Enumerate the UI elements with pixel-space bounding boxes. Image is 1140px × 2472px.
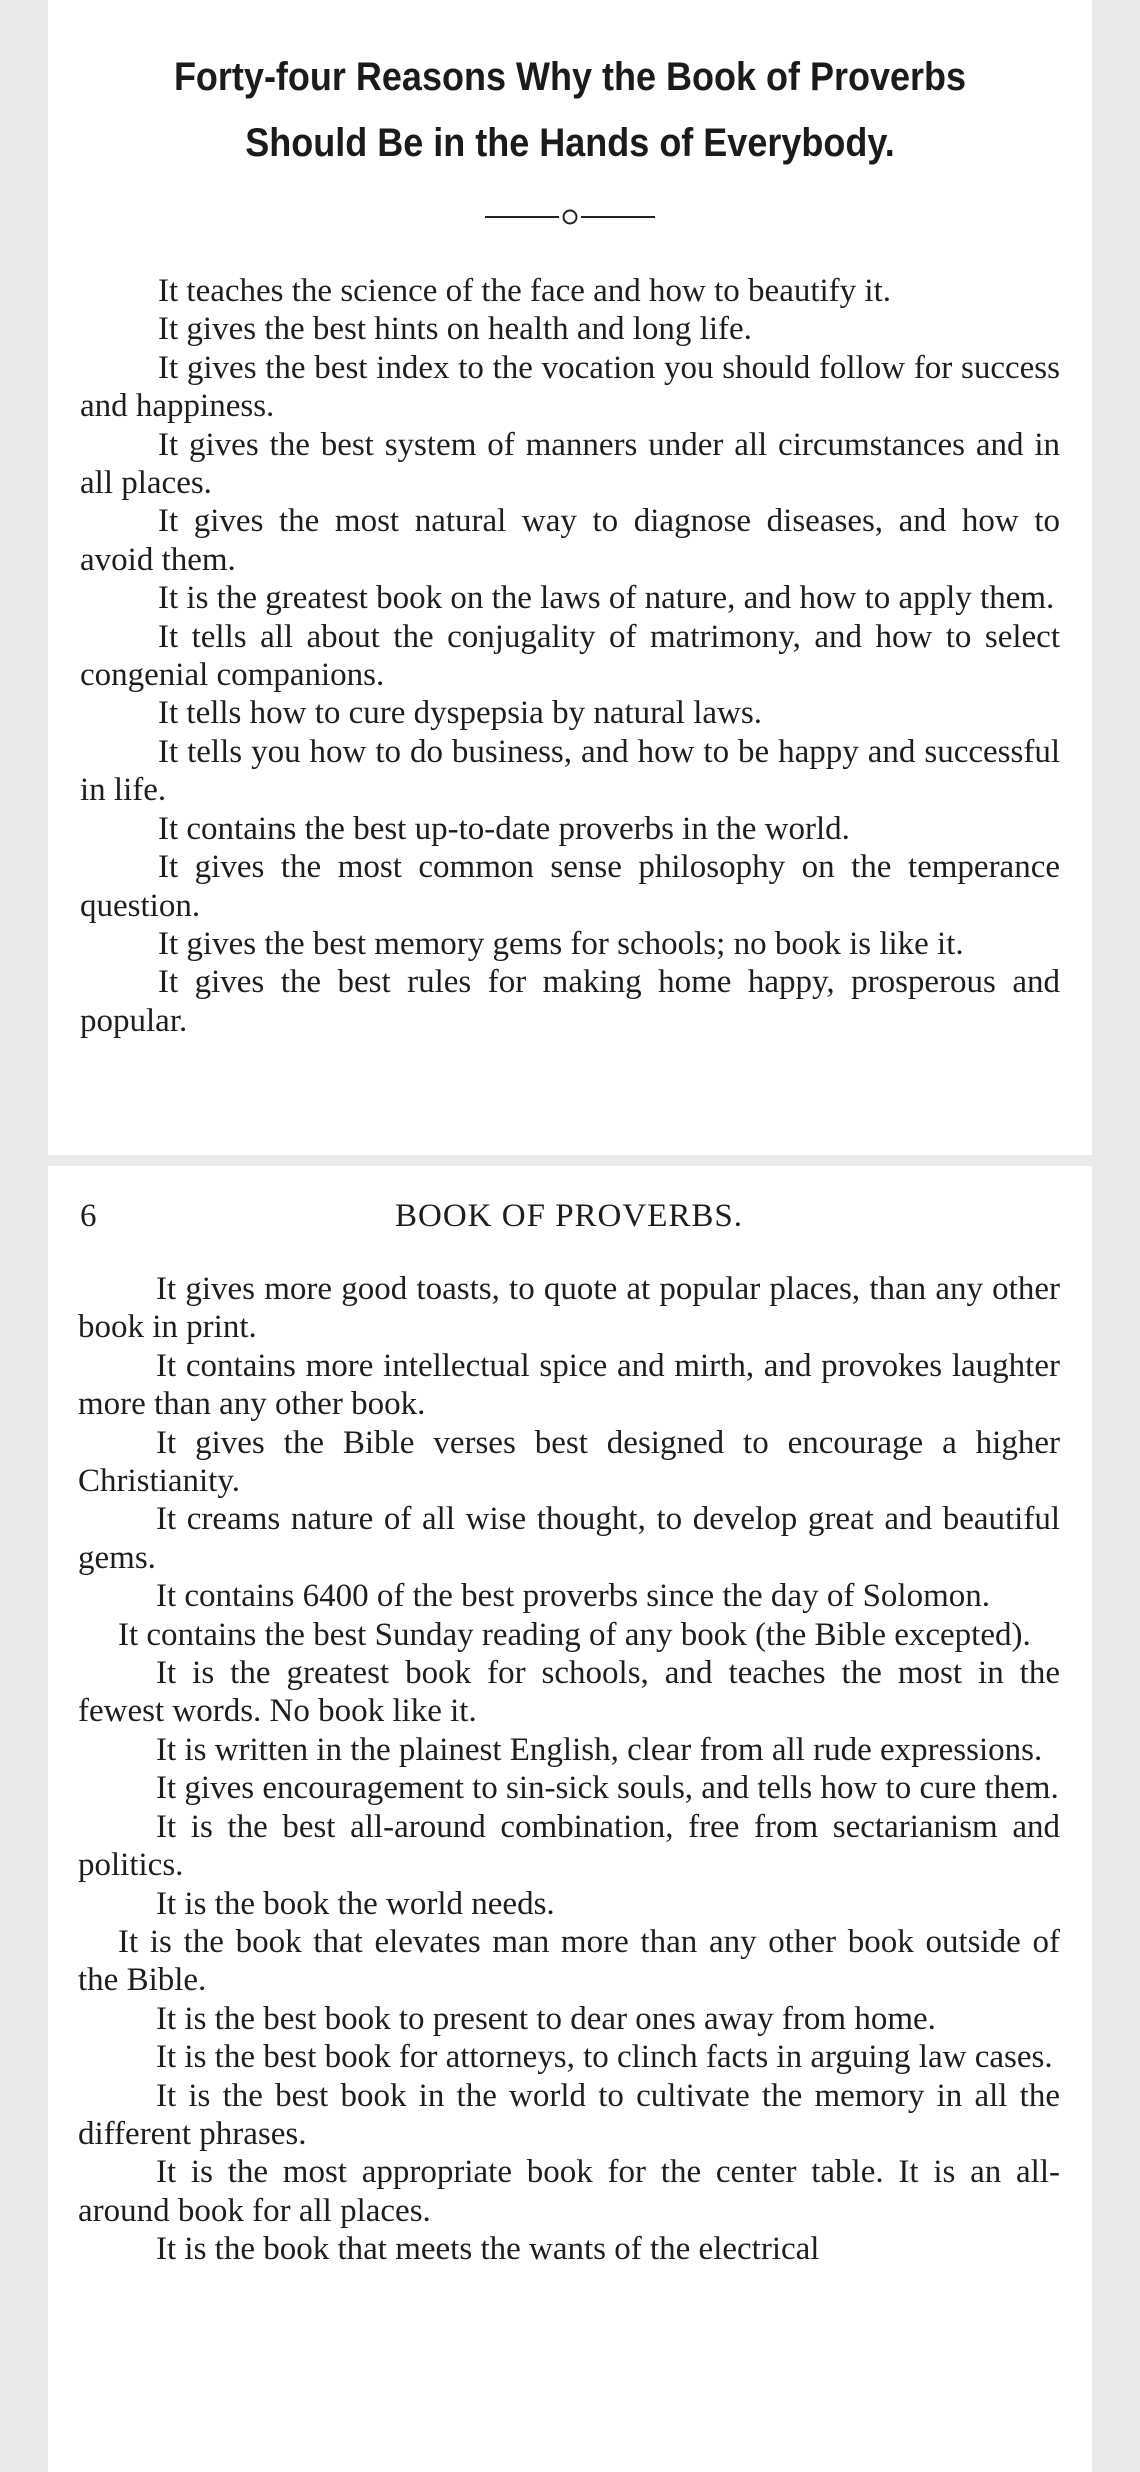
running-title: BOOK OF PROVERBS. xyxy=(395,1198,743,1234)
reason-paragraph: It is the book that meets the wants of the electrical xyxy=(156,2231,820,2268)
reason-paragraph: It is the book the world needs. xyxy=(156,1885,555,1922)
reason-paragraph: It is the greatest book on the laws of nature, and how to apply them. xyxy=(158,580,1055,617)
reason-paragraph: It tells how to cure dyspepsia by natural laws. xyxy=(158,695,762,732)
reason-paragraph: It is written in the plainest English, clear from all rude expressions. xyxy=(156,1731,1043,1768)
reason-paragraph: It is the most appropriate book for the center table. It is an all-around book for all places. xyxy=(78,2154,1060,2229)
reason-paragraph: It gives the best hints on health and long life. xyxy=(158,311,752,348)
page-5 xyxy=(48,0,1092,1155)
title-line-2: Should Be in the Hands of Everybody. xyxy=(245,121,895,165)
reason-paragraph: It gives the best rules for making home happy, prosperous and popular. xyxy=(80,964,1060,1039)
reason-paragraph: It gives encouragement to sin-sick souls, and tells how to cure them. xyxy=(156,1770,1059,1807)
reason-paragraph: It gives the most natural way to diagnose diseases, and how to avoid them. xyxy=(80,503,1060,578)
reason-paragraph: It is the best book for attorneys, to clinch facts in arguing law cases. xyxy=(156,2039,1053,2076)
page-title xyxy=(129,44,1011,176)
page-number: 6 xyxy=(80,1198,97,1234)
reason-paragraph: It gives the most common sense philosophy on the temperance question. xyxy=(80,849,1060,924)
reason-paragraph: It gives the Bible verses best designed to encourage a higher Christianity. xyxy=(78,1424,1060,1500)
reason-paragraph: It is the book that elevates man more than any other book outside of the Bible. xyxy=(78,1923,1060,1999)
reason-paragraph: It is the best book to present to dear ones away from home. xyxy=(156,2000,936,2037)
reason-paragraph: It gives the best index to the vocation you should follow for success and happiness. xyxy=(80,349,1060,425)
reason-paragraph: It is the best book in the world to cultivate the memory in all the different phrases. xyxy=(78,2077,1060,2152)
page-6 xyxy=(48,1166,1092,2472)
reasons-list-page-2 xyxy=(78,1270,1060,2269)
divider-ornament xyxy=(485,206,655,228)
running-header xyxy=(78,1196,1060,1236)
reasons-list-page-1 xyxy=(80,272,1060,1040)
reason-paragraph: It teaches the science of the face and how to beautify it. xyxy=(158,273,892,309)
reason-paragraph: It tells you how to do business, and how to be happy and successful in life. xyxy=(80,733,1060,809)
reason-paragraph: It contains the best up-to-date proverbs in the world. xyxy=(158,810,850,847)
reason-paragraph: It contains 6400 of the best proverbs since the day of Solomon. xyxy=(156,1578,991,1615)
title-line-1: Forty-four Reasons Why the Book of Proverbs xyxy=(173,55,967,99)
reason-paragraph: It tells all about the conjugality of matrimony, and how to select congenial companions. xyxy=(80,618,1060,694)
reason-paragraph: It is the greatest book for schools, and teaches the most in the fewest words. No book like it. xyxy=(78,1655,1060,1730)
reason-paragraph: It gives the best system of manners under all circumstances and in all places. xyxy=(80,426,1060,502)
reason-paragraph: It is the best all-around combination, free from sectarianism and politics. xyxy=(78,1808,1060,1884)
reason-paragraph: It gives more good toasts, to quote at popular places, than any other book in print. xyxy=(78,1271,1060,1346)
reason-paragraph: It contains the best Sunday reading of any book (the Bible excepted). xyxy=(118,1616,1031,1653)
reason-paragraph: It creams nature of all wise thought, to develop great and beautiful gems. xyxy=(78,1501,1060,1576)
reason-paragraph: It gives the best memory gems for schools; no book is like it. xyxy=(158,925,964,962)
reason-paragraph: It contains more intellectual spice and mirth, and provokes laughter more than any other book. xyxy=(78,1347,1060,1423)
